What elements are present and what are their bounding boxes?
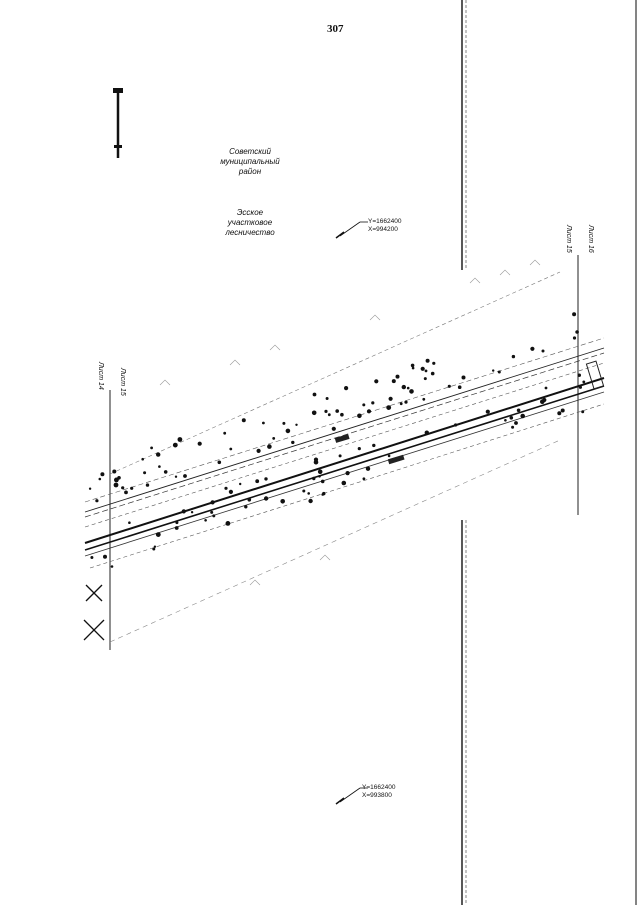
tree-dot [318, 469, 323, 474]
tree-dot [517, 409, 521, 413]
tree-dot [426, 359, 430, 363]
tree-dot [425, 431, 429, 435]
tree-dot [204, 519, 207, 522]
tree-dot [314, 458, 318, 462]
tree-dot [229, 490, 233, 494]
tree-dot [579, 386, 582, 389]
tree-dot [462, 376, 466, 380]
tree-dot [326, 397, 329, 400]
tree-dot [498, 371, 501, 374]
tree-dot [486, 410, 490, 414]
tree-dot [244, 505, 247, 508]
tree-dot [210, 511, 213, 514]
tree-dot [150, 447, 153, 450]
tree-dot [312, 477, 315, 480]
tree-dot [358, 447, 361, 450]
tree-dot [572, 312, 576, 316]
tree-dot [402, 385, 406, 389]
tree-dot [409, 389, 414, 394]
tree-dot [124, 491, 128, 495]
tree-dot [90, 556, 93, 559]
tree-dot [264, 496, 268, 500]
tree-dot [223, 432, 226, 435]
crossing-marks [84, 585, 104, 640]
tree-dot [248, 498, 252, 502]
tree-dot [264, 477, 267, 480]
tree-dot [335, 409, 339, 413]
tree-dot [374, 379, 378, 383]
tree-dot [156, 532, 161, 537]
tree-dot [357, 414, 362, 419]
tree-dot [578, 374, 581, 377]
tree-dot [422, 398, 425, 401]
tree-dot [454, 423, 457, 426]
tree-dot [229, 448, 232, 451]
tree-dot [282, 422, 285, 425]
tree-dot [224, 487, 227, 490]
tree-dot [175, 476, 177, 478]
tree-dot [339, 454, 342, 457]
tree-dot [573, 336, 576, 339]
tree-dot [262, 422, 265, 425]
tree-dot [191, 511, 193, 513]
tree-dot [175, 521, 178, 524]
tree-dot [575, 330, 579, 334]
tree-dot [255, 479, 259, 483]
tree-dot [492, 369, 494, 371]
tree-dot [143, 471, 146, 474]
tree-dot [371, 401, 374, 404]
tree-dot [257, 449, 261, 453]
tree-dot [164, 470, 168, 474]
tree-dot [111, 565, 114, 568]
tree-dot [130, 487, 133, 490]
tree-dot [421, 367, 425, 371]
tree-dot [557, 411, 561, 415]
tree-dot [183, 474, 187, 478]
tree-dot [89, 488, 91, 490]
coord-bottom: Y=1662400 X=993800 [362, 784, 396, 799]
tree-dot [424, 377, 427, 380]
tree-dot [146, 483, 149, 486]
tree-dot [392, 379, 396, 383]
tree-dot [152, 548, 155, 551]
tree-dot [117, 476, 121, 480]
tree-dot [103, 555, 107, 559]
sheet-label-right-16: Лист 16 [587, 225, 594, 253]
tree-dot [226, 521, 231, 526]
tree-dot [242, 418, 246, 422]
tree-dot [267, 444, 272, 449]
tree-dot [511, 426, 514, 429]
district-label: Советский муниципальный район [220, 147, 280, 176]
tree-dot [581, 410, 584, 413]
tree-dot [512, 355, 515, 358]
tree-dot [367, 409, 371, 413]
tree-dot [211, 500, 215, 504]
road-corridor [85, 272, 604, 642]
coord-leader-top [336, 222, 368, 238]
tree-dot [411, 364, 415, 368]
tree-dot [432, 362, 435, 365]
tree-dot [286, 429, 291, 434]
tree-dot [545, 387, 548, 390]
tree-dot [363, 477, 366, 480]
tree-dot [425, 370, 428, 373]
tree-dot [561, 409, 565, 413]
tree-dot [321, 480, 325, 484]
tree-dot [582, 381, 585, 384]
tree-dot [324, 410, 327, 413]
forestry-label: Эсское участковое лесничество [225, 208, 275, 237]
sheet-label-left-14: Лист 14 [97, 362, 104, 390]
tree-dot [510, 416, 514, 420]
tree-dot [542, 350, 545, 353]
tree-dot [396, 375, 400, 379]
tree-dot [389, 397, 393, 401]
tree-dot [362, 403, 365, 406]
tree-dot [340, 413, 344, 417]
tree-dot [302, 490, 305, 493]
tree-dot [342, 481, 347, 486]
tree-dot [173, 443, 178, 448]
tree-dot [404, 401, 407, 404]
tree-dot [218, 461, 222, 465]
tree-dot [412, 367, 415, 370]
tree-dot [448, 385, 451, 388]
page-number: 307 [327, 23, 344, 35]
tree-dot [388, 455, 391, 458]
tree-dot [321, 493, 324, 496]
tree-dot [95, 499, 98, 502]
tree-dot [372, 444, 375, 447]
tree-dot [458, 385, 462, 389]
tree-dot [128, 521, 131, 524]
sheet-label-right-15: Лист 15 [565, 225, 572, 253]
tree-dot [514, 421, 518, 425]
tree-dot [99, 478, 102, 481]
tree-dot [114, 483, 119, 488]
tree-dot [121, 486, 124, 489]
tree-dot [156, 452, 160, 456]
tree-dot [272, 437, 275, 440]
north-arrow-icon [113, 88, 123, 158]
tree-dot [280, 499, 285, 504]
tree-dot [530, 347, 534, 351]
tree-dot [328, 413, 331, 416]
tree-dot [366, 467, 370, 471]
tree-dot [175, 526, 179, 530]
tree-dot [318, 475, 321, 478]
tree-dot [386, 405, 391, 410]
tree-dot [141, 458, 144, 461]
tree-dot [291, 441, 294, 444]
tree-dot [182, 509, 186, 513]
tree-dot [520, 414, 525, 419]
tree-dot [332, 427, 336, 431]
tree-dot [313, 393, 317, 397]
tree-dot [239, 483, 241, 485]
tree-dot [407, 387, 410, 390]
tree-dot [198, 442, 202, 446]
coord-top: Y=1662400 X=994200 [368, 218, 402, 233]
tree-dot [100, 472, 104, 476]
tree-dot [344, 386, 348, 390]
tree-dot [431, 372, 435, 376]
tree-dot [295, 424, 297, 426]
tree-dot [154, 546, 156, 548]
tree-dot [307, 492, 310, 495]
tree-dot [504, 419, 507, 422]
tree-dot [178, 437, 183, 442]
tree-dot [212, 514, 215, 517]
tree-dot [346, 471, 350, 475]
tree-dot [158, 465, 161, 468]
sheet-label-left-15: Лист 15 [119, 368, 126, 396]
tree-dot [542, 398, 546, 402]
tree-dot [400, 402, 403, 405]
tree-dot [312, 411, 317, 416]
tree-dot [308, 499, 312, 503]
tree-dot [112, 470, 116, 474]
